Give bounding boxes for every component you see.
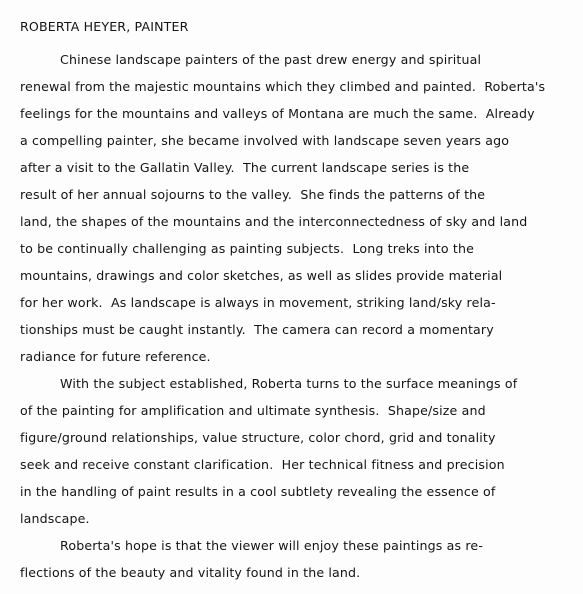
paragraph-line: feelings for the mountains and valleys of Montana are much the same. Already: [20, 106, 535, 121]
paragraph-line: With the subject established, Roberta turns to the surface meanings of: [60, 376, 518, 391]
paragraph-line: flections of the beauty and vitality found in the land.: [20, 565, 361, 580]
paragraph-line: figure/ground relationships, value structure, color chord, grid and tonality: [20, 430, 496, 445]
paragraph-line: result of her annual sojourns to the valley. She finds the patterns of the: [20, 187, 486, 202]
paragraph-line: land, the shapes of the mountains and the interconnectedness of sky and land: [20, 214, 528, 229]
paragraph-line: to be continually challenging as painting subjects. Long treks into the: [20, 241, 475, 256]
paragraph-line: Roberta's hope is that the viewer will enjoy these paintings as re-: [60, 538, 484, 553]
paragraph-line: renewal from the majestic mountains which they climbed and painted. Roberta's: [20, 79, 546, 94]
paragraph-line: tionships must be caught instantly. The camera can record a momentary: [20, 322, 494, 337]
paragraph-line: in the handling of paint results in a cool subtlety revealing the essence of: [20, 484, 496, 499]
paragraph-line: Chinese landscape painters of the past drew energy and spiritual: [60, 52, 482, 67]
paragraph-line: for her work. As landscape is always in movement, striking land/sky rela-: [20, 295, 496, 310]
paragraph-line: of the painting for amplification and ultimate synthesis. Shape/size and: [20, 403, 486, 418]
paragraph-line: a compelling painter, she became involved with landscape seven years ago: [20, 133, 510, 148]
paragraph-line: mountains, drawings and color sketches, as well as slides provide material: [20, 268, 503, 283]
paragraph-line: radiance for future reference.: [20, 349, 211, 364]
paragraph-line: seek and receive constant clarification. Her technical fitness and precision: [20, 457, 505, 472]
paragraph-line: landscape.: [20, 511, 90, 526]
document-title: ROBERTA HEYER, PAINTER: [20, 19, 189, 34]
paragraph-line: after a visit to the Gallatin Valley. The current landscape series is the: [20, 160, 470, 175]
